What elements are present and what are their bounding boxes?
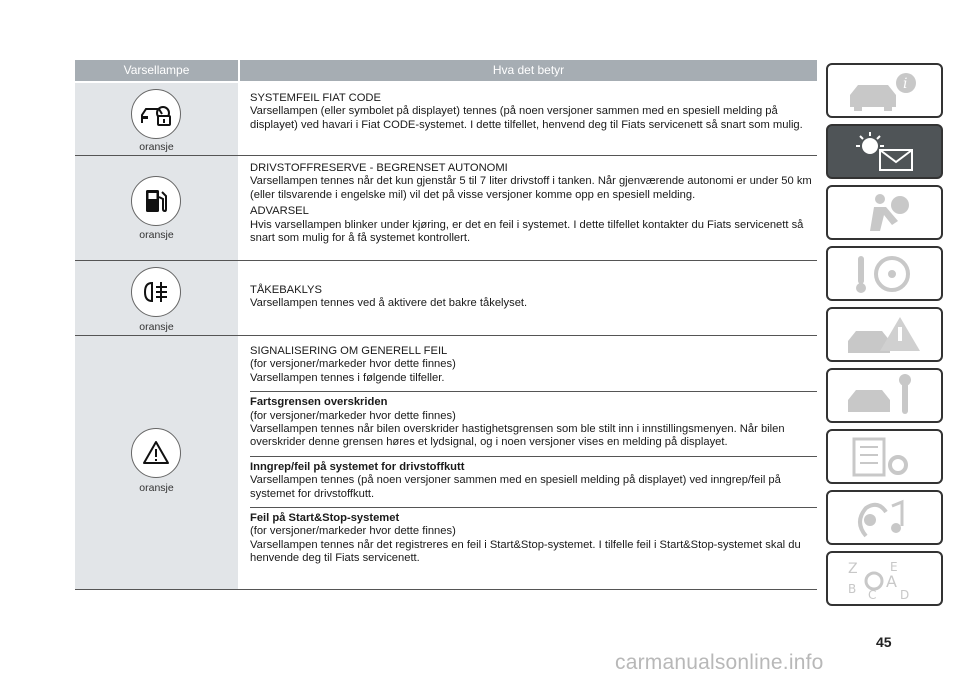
index-icon [840, 557, 930, 601]
icon-color-label: oransje [139, 229, 174, 241]
svg-text:B: B [847, 581, 856, 596]
fiat-code-icon [131, 89, 181, 139]
svg-text:C: C [867, 587, 876, 601]
tab-index[interactable] [826, 551, 943, 606]
svg-text:D: D [899, 587, 909, 601]
table-row [75, 83, 817, 156]
warning-triangle-icon [131, 428, 181, 478]
table-row [75, 156, 817, 261]
icon-color-label: oransje [139, 321, 174, 333]
row-title: DRIVSTOFFRESERVE - BEGRENSET AUTONOMI [250, 162, 508, 174]
tab-maintenance[interactable] [826, 368, 943, 423]
warning-lights-table [75, 60, 817, 565]
section-heading: Feil på Start&Stop-systemet [250, 512, 400, 525]
seat-airbag-icon [840, 191, 930, 235]
row-subtitle: ADVARSEL [250, 205, 309, 218]
icon-color-label: oransje [139, 482, 174, 494]
table-header [75, 60, 817, 81]
divider [250, 507, 817, 508]
svg-text:E: E [889, 559, 898, 574]
svg-text:Z: Z [847, 560, 858, 577]
svg-text:i: i [902, 75, 907, 92]
page-number: 45 [876, 634, 892, 650]
section-text: Varsellampen tennes når bilen overskrider hastighetsgrensen som ble stilt inn i innstillingsmenyen. Når bilen overskrider denne grensen høres et lydsignal, og i noen versjoner vises en melding på displayet. [250, 423, 785, 449]
section-text: Varsellampen tennes (på noen versjoner sammen med en spesiell melding på displayet) ved inngrep/feil på systemet for drivstoffkutt. [250, 474, 781, 500]
warning-light-message-icon [840, 130, 930, 174]
watermark: carmanualsonline.info [615, 651, 824, 674]
key-steering-wheel-icon [840, 252, 930, 296]
row-title: SYSTEMFEIL FIAT CODE [250, 92, 381, 104]
tab-car-info[interactable] [826, 63, 943, 118]
car-info-icon [840, 69, 930, 113]
tab-warning-lights[interactable] [826, 124, 943, 179]
header-meaning: Hva det betyr [238, 60, 817, 81]
section-text: Varsellampen tennes når det registreres en feil i Start&Stop-systemet. I tilfelle feil i Start&Stop-systemet skal du henvende deg til Fiats servicenett. [250, 538, 801, 565]
tab-starting-driving[interactable] [826, 246, 943, 301]
specifications-icon [840, 435, 930, 479]
rear-fog-light-icon [131, 267, 181, 317]
table-row [75, 336, 817, 590]
table-row [75, 261, 817, 336]
multimedia-icon [840, 496, 930, 540]
row-text: Varsellampen (eller symbolet på displayet) tennes (på noen versjoner sammen med en spesiell melding på displayet) ved havari i Fiat CODE-systemet. I dette tilfellet, henvend deg til Fiats servicenett så snart som mulig. [250, 105, 803, 131]
row-text: Varsellampen tennes ved å aktivere det bakre tåkelyset. [250, 297, 528, 310]
header-warning-light: Varsellampe [123, 63, 190, 77]
section-heading: Fartsgrensen overskriden [250, 396, 388, 409]
row-text: Varsellampen tennes i følgende tilfeller. [250, 371, 445, 384]
row-text: Varsellampen tennes når det kun gjenstår 5 til 7 liter drivstoff i tanken. Når gjenværende autonomi er under 50 km (eller tilsvarende i engelske mil) vil det på visse versjoner komme opp en spesiell melding. [250, 175, 812, 201]
tab-technical-data[interactable] [826, 429, 943, 484]
divider [250, 391, 817, 392]
row-title: TÅKEBAKLYS [250, 284, 322, 296]
section-heading: Inngrep/feil på systemet for drivstoffkutt [250, 460, 465, 473]
section-text: (for versjoner/markeder hvor dette finnes) [250, 409, 456, 422]
tab-multimedia[interactable] [826, 490, 943, 545]
icon-color-label: oransje [139, 141, 174, 153]
tab-safety[interactable] [826, 185, 943, 240]
tab-emergency[interactable] [826, 307, 943, 362]
row-title: SIGNALISERING OM GENERELL FEIL [250, 345, 448, 357]
svg-text:A: A [885, 571, 897, 591]
fuel-pump-icon [131, 176, 181, 226]
car-maintenance-icon [840, 374, 930, 418]
section-text: (for versjoner/markeder hvor dette finnes) [250, 525, 456, 538]
row-text: (for versjoner/markeder hvor dette finnes) [250, 358, 456, 371]
divider [250, 456, 817, 457]
row-text-2: Hvis varsellampen blinker under kjøring, er det en feil i systemet. I dette tilfellet kontakter du Fiats servicenett så snart som mulig for å få systemet kontrollert. [250, 218, 804, 245]
car-breakdown-icon [840, 313, 930, 357]
